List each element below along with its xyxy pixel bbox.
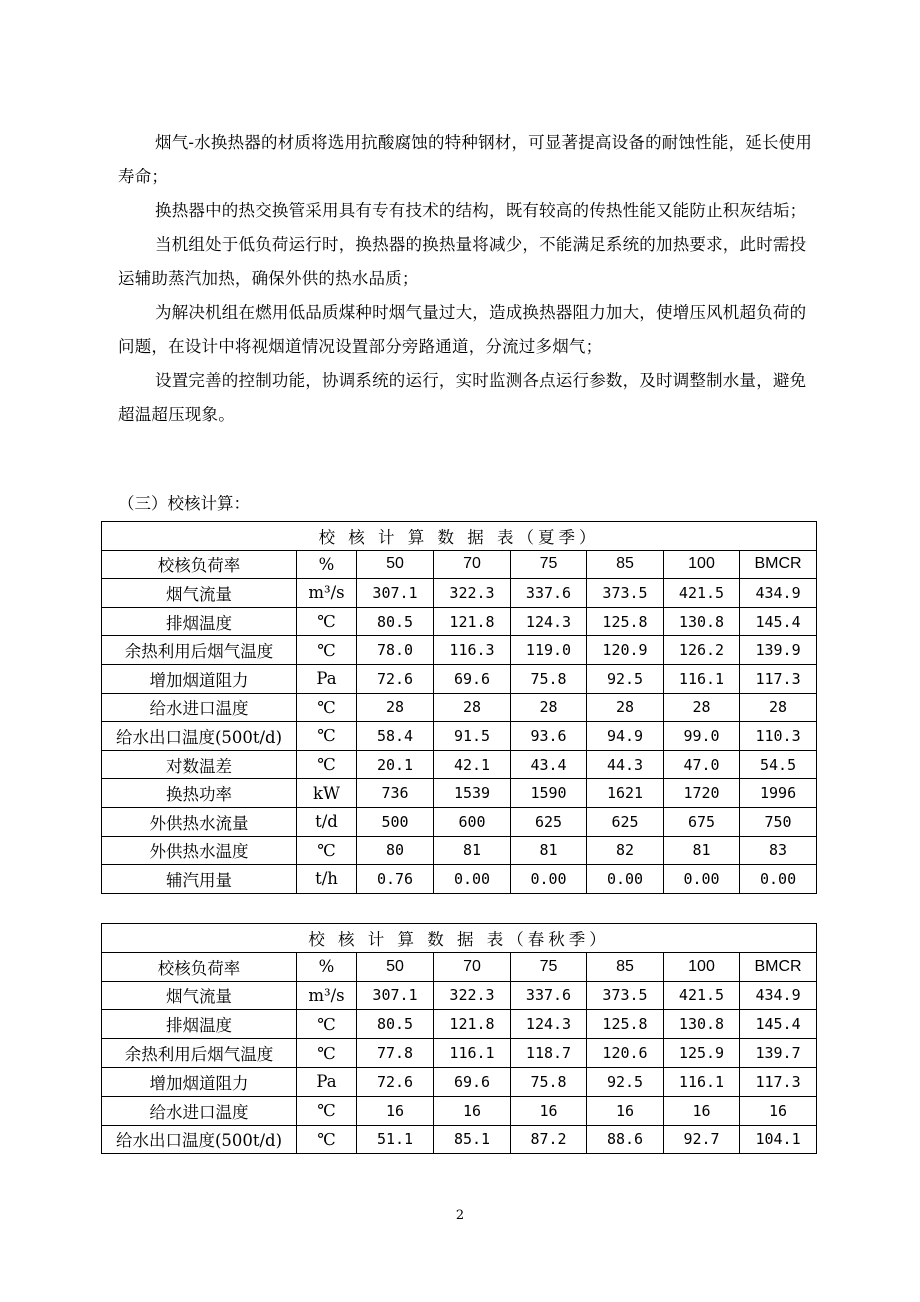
unit-cell: ℃ [297,636,357,665]
value-cell: 0.00 [434,865,511,894]
table-row [102,1010,817,1039]
value-cell: 750 [740,807,817,836]
value-cell: 69.6 [434,664,511,693]
header-load-rate: 70 [434,952,511,981]
value-cell: 47.0 [664,750,740,779]
paragraph-bypass: 为解决机组在燃用低品质煤种时烟气量过大，造成换热器阻力加大，使增压风机超负荷的问题，在设计中将视烟道情况设置部分旁路通道，分流过多烟气； [118,303,807,356]
value-cell: 126.2 [664,636,740,665]
value-cell: 51.1 [357,1125,434,1154]
table-header-row [102,550,817,579]
row-label: 余热利用后烟气温度 [102,1039,297,1068]
value-cell: 116.1 [664,1067,740,1096]
paragraph-control: 设置完善的控制功能，协调系统的运行，实时监测各点运行参数，及时调整制水量，避免超温超压现象。 [118,371,807,424]
value-cell: 44.3 [587,750,664,779]
table-row [102,1039,817,1068]
value-cell: 75.8 [511,1067,587,1096]
value-cell: 139.7 [740,1039,817,1068]
header-unit: % [297,952,357,981]
value-cell: 92.7 [664,1125,740,1154]
row-label: 排烟温度 [102,607,297,636]
value-cell: 145.4 [740,607,817,636]
unit-cell: t/d [297,807,357,836]
header-load-rate: 100 [664,550,740,579]
value-cell: 1996 [740,779,817,808]
value-cell: 120.9 [587,636,664,665]
page-number: 2 [455,1208,465,1223]
header-unit: % [297,550,357,579]
value-cell: 28 [740,693,817,722]
spring-autumn-data-table [101,923,817,1154]
value-cell: 28 [434,693,511,722]
unit-cell: ℃ [297,693,357,722]
unit-cell: m³/s [297,981,357,1010]
value-cell: 119.0 [511,636,587,665]
value-cell: 92.5 [587,664,664,693]
unit-cell: Pa [297,664,357,693]
value-cell: 99.0 [664,722,740,751]
value-cell: 675 [664,807,740,836]
value-cell: 145.4 [740,1010,817,1039]
table-row [102,865,817,894]
unit-cell: ℃ [297,722,357,751]
value-cell: 80 [357,836,434,865]
unit-cell: ℃ [297,1039,357,1068]
unit-cell: m³/s [297,579,357,608]
section-heading: （三）校核计算： [118,494,250,513]
value-cell: 307.1 [357,981,434,1010]
paragraph-low-load: 当机组处于低负荷运行时，换热器的换热量将减少，不能满足系统的加热要求，此时需投运辅助蒸汽加热，确保外供的热水品质； [118,235,807,288]
value-cell: 600 [434,807,511,836]
value-cell: 337.6 [511,981,587,1010]
unit-cell: ℃ [297,1096,357,1125]
unit-cell: ℃ [297,750,357,779]
table-title: 校 核 计 算 数 据 表（春秋季） [102,924,817,953]
row-label: 烟气流量 [102,981,297,1010]
row-label: 烟气流量 [102,579,297,608]
table-row [102,693,817,722]
value-cell: 625 [587,807,664,836]
value-cell: 130.8 [664,607,740,636]
value-cell: 1621 [587,779,664,808]
row-label: 外供热水流量 [102,807,297,836]
header-label: 校核负荷率 [102,952,297,981]
value-cell: 337.6 [511,579,587,608]
value-cell: 118.7 [511,1039,587,1068]
value-cell: 28 [511,693,587,722]
row-label: 辅汽用量 [102,865,297,894]
body-text [118,126,818,432]
value-cell: 28 [587,693,664,722]
unit-cell: ℃ [297,607,357,636]
value-cell: 80.5 [357,607,434,636]
value-cell: 121.8 [434,607,511,636]
value-cell: 88.6 [587,1125,664,1154]
table-row [102,664,817,693]
table-title-row [102,924,817,953]
value-cell: 322.3 [434,579,511,608]
value-cell: 72.6 [357,664,434,693]
header-load-rate: 100 [664,952,740,981]
value-cell: 54.5 [740,750,817,779]
value-cell: 116.1 [434,1039,511,1068]
table-row [102,779,817,808]
table-row [102,579,817,608]
value-cell: 92.5 [587,1067,664,1096]
value-cell: 1720 [664,779,740,808]
table-title-row [102,522,817,551]
value-cell: 130.8 [664,1010,740,1039]
row-label: 余热利用后烟气温度 [102,636,297,665]
value-cell: 81 [664,836,740,865]
header-load-rate: 70 [434,550,511,579]
table-row [102,1125,817,1154]
row-label: 给水出口温度(500t/d) [102,1125,297,1154]
value-cell: 43.4 [511,750,587,779]
value-cell: 125.9 [664,1039,740,1068]
value-cell: 69.6 [434,1067,511,1096]
unit-cell: Pa [297,1067,357,1096]
value-cell: 116.3 [434,636,511,665]
unit-cell: t/h [297,865,357,894]
value-cell: 307.1 [357,579,434,608]
table-row [102,1067,817,1096]
table-title: 校 核 计 算 数 据 表（夏季） [102,522,817,551]
value-cell: 125.8 [587,607,664,636]
value-cell: 72.6 [357,1067,434,1096]
value-cell: 117.3 [740,664,817,693]
value-cell: 120.6 [587,1039,664,1068]
value-cell: 1539 [434,779,511,808]
value-cell: 81 [511,836,587,865]
row-label: 换热功率 [102,779,297,808]
value-cell: 20.1 [357,750,434,779]
header-load-rate: 85 [587,952,664,981]
value-cell: 434.9 [740,579,817,608]
value-cell: 91.5 [434,722,511,751]
header-load-rate: 85 [587,550,664,579]
row-label: 排烟温度 [102,1010,297,1039]
unit-cell: ℃ [297,1125,357,1154]
value-cell: 124.3 [511,607,587,636]
value-cell: 139.9 [740,636,817,665]
value-cell: 16 [740,1096,817,1125]
table-row [102,750,817,779]
value-cell: 124.3 [511,1010,587,1039]
header-label: 校核负荷率 [102,550,297,579]
value-cell: 0.00 [740,865,817,894]
value-cell: 28 [357,693,434,722]
value-cell: 110.3 [740,722,817,751]
value-cell: 1590 [511,779,587,808]
row-label: 外供热水温度 [102,836,297,865]
table-row [102,836,817,865]
row-label: 给水出口温度(500t/d) [102,722,297,751]
table-row [102,1096,817,1125]
table-header-row [102,952,817,981]
value-cell: 58.4 [357,722,434,751]
header-load-rate: BMCR [740,550,817,579]
table-row [102,636,817,665]
table-row [102,981,817,1010]
value-cell: 75.8 [511,664,587,693]
value-cell: 0.00 [587,865,664,894]
value-cell: 16 [357,1096,434,1125]
table-row [102,607,817,636]
value-cell: 16 [664,1096,740,1125]
table-row [102,722,817,751]
row-label: 给水进口温度 [102,1096,297,1125]
value-cell: 322.3 [434,981,511,1010]
value-cell: 736 [357,779,434,808]
value-cell: 0.76 [357,865,434,894]
value-cell: 421.5 [664,579,740,608]
value-cell: 16 [587,1096,664,1125]
value-cell: 87.2 [511,1125,587,1154]
header-load-rate: 75 [511,550,587,579]
header-load-rate: 50 [357,952,434,981]
value-cell: 104.1 [740,1125,817,1154]
summer-data-table [101,521,817,894]
unit-cell: ℃ [297,836,357,865]
value-cell: 83 [740,836,817,865]
value-cell: 28 [664,693,740,722]
value-cell: 94.9 [587,722,664,751]
value-cell: 82 [587,836,664,865]
row-label: 给水进口温度 [102,693,297,722]
value-cell: 93.6 [511,722,587,751]
value-cell: 121.8 [434,1010,511,1039]
row-label: 增加烟道阻力 [102,1067,297,1096]
value-cell: 77.8 [357,1039,434,1068]
value-cell: 80.5 [357,1010,434,1039]
row-label: 增加烟道阻力 [102,664,297,693]
value-cell: 42.1 [434,750,511,779]
value-cell: 421.5 [664,981,740,1010]
value-cell: 116.1 [664,664,740,693]
row-label: 对数温差 [102,750,297,779]
unit-cell: kW [297,779,357,808]
value-cell: 125.8 [587,1010,664,1039]
unit-cell: ℃ [297,1010,357,1039]
value-cell: 373.5 [587,981,664,1010]
value-cell: 16 [434,1096,511,1125]
value-cell: 85.1 [434,1125,511,1154]
header-load-rate: 75 [511,952,587,981]
value-cell: 117.3 [740,1067,817,1096]
value-cell: 434.9 [740,981,817,1010]
value-cell: 0.00 [664,865,740,894]
value-cell: 78.0 [357,636,434,665]
paragraph-material: 烟气-水换热器的材质将选用抗酸腐蚀的特种钢材，可显著提高设备的耐蚀性能，延长使用寿命； [118,133,813,186]
value-cell: 0.00 [511,865,587,894]
value-cell: 81 [434,836,511,865]
header-load-rate: BMCR [740,952,817,981]
paragraph-heat-exchange-tube: 换热器中的热交换管采用具有专有技术的结构，既有较高的传热性能又能防止积灰结垢； [155,201,807,220]
value-cell: 16 [511,1096,587,1125]
value-cell: 625 [511,807,587,836]
table-row [102,807,817,836]
value-cell: 373.5 [587,579,664,608]
header-load-rate: 50 [357,550,434,579]
value-cell: 500 [357,807,434,836]
